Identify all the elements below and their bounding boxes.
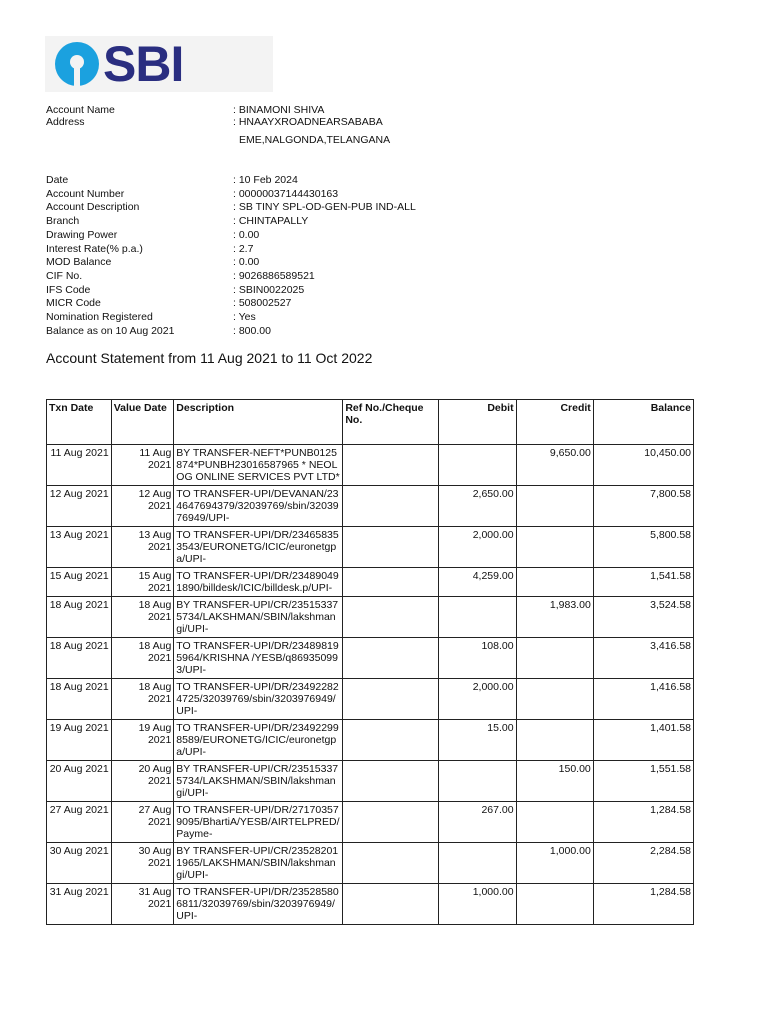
detail-label: Interest Rate(% p.a.) bbox=[46, 243, 143, 255]
description-cell: TO TRANSFER-UPI/DR/271703579095/BhartiA/YESB/AIRTELPRED/Payme- bbox=[174, 802, 343, 843]
credit-cell: 9,650.00 bbox=[516, 445, 593, 486]
value-date-cell: 12 Aug 2021 bbox=[111, 486, 174, 527]
debit-cell: 108.00 bbox=[439, 638, 516, 679]
detail-value: : 0.00 bbox=[233, 229, 260, 241]
credit-cell bbox=[516, 568, 593, 597]
ref-cell bbox=[343, 445, 439, 486]
description-cell: TO TRANSFER-UPI/DR/234922998589/EURONETG/ICIC/euronetgpa/UPI- bbox=[174, 720, 343, 761]
detail-value: : SBIN0022025 bbox=[233, 284, 305, 296]
debit-cell: 4,259.00 bbox=[439, 568, 516, 597]
detail-value: : 10 Feb 2024 bbox=[233, 174, 298, 186]
ref-cell bbox=[343, 597, 439, 638]
table-row bbox=[47, 679, 694, 720]
credit-cell bbox=[516, 527, 593, 568]
description-cell: BY TRANSFER-UPI/CR/235153375734/LAKSHMAN/SBIN/lakshmangi/UPI- bbox=[174, 597, 343, 638]
table-row bbox=[47, 638, 694, 679]
detail-value: : 9026886589521 bbox=[233, 270, 315, 282]
description-cell: BY TRANSFER-UPI/CR/235153375734/LAKSHMAN/SBIN/lakshmangi/UPI- bbox=[174, 761, 343, 802]
txn-date-cell: 19 Aug 2021 bbox=[47, 720, 112, 761]
table-row bbox=[47, 486, 694, 527]
ref-cell bbox=[343, 720, 439, 761]
credit-cell bbox=[516, 638, 593, 679]
detail-label: Balance as on 10 Aug 2021 bbox=[46, 325, 175, 337]
table-row bbox=[47, 445, 694, 486]
detail-value: : SB TINY SPL-OD-GEN-PUB IND-ALL bbox=[233, 201, 416, 213]
balance-cell: 7,800.58 bbox=[593, 486, 693, 527]
header-description: Description bbox=[174, 400, 343, 445]
balance-cell: 3,524.58 bbox=[593, 597, 693, 638]
statement-title: Account Statement from 11 Aug 2021 to 11 Oct 2022 bbox=[46, 350, 373, 366]
value-date-cell: 27 Aug 2021 bbox=[111, 802, 174, 843]
table-row bbox=[47, 720, 694, 761]
balance-cell: 10,450.00 bbox=[593, 445, 693, 486]
header-txn-date: Txn Date bbox=[47, 400, 112, 445]
table-row bbox=[47, 527, 694, 568]
balance-cell: 1,284.58 bbox=[593, 802, 693, 843]
table-row bbox=[47, 884, 694, 925]
detail-value: : 508002527 bbox=[233, 297, 292, 309]
ref-cell bbox=[343, 843, 439, 884]
value-date-cell: 11 Aug 2021 bbox=[111, 445, 174, 486]
balance-cell: 1,551.58 bbox=[593, 761, 693, 802]
header-credit: Credit bbox=[516, 400, 593, 445]
balance-cell: 1,541.58 bbox=[593, 568, 693, 597]
value-date-cell: 18 Aug 2021 bbox=[111, 638, 174, 679]
credit-cell bbox=[516, 679, 593, 720]
description-cell: TO TRANSFER-UPI/DR/234898195964/KRISHNA /YESB/q869350993/UPI- bbox=[174, 638, 343, 679]
debit-cell bbox=[439, 843, 516, 884]
credit-cell bbox=[516, 884, 593, 925]
balance-cell: 3,416.58 bbox=[593, 638, 693, 679]
txn-date-cell: 18 Aug 2021 bbox=[47, 597, 112, 638]
table-row bbox=[47, 597, 694, 638]
ref-cell bbox=[343, 802, 439, 843]
debit-cell: 2,000.00 bbox=[439, 527, 516, 568]
header-debit: Debit bbox=[439, 400, 516, 445]
description-cell: BY TRANSFER-UPI/CR/235282011965/LAKSHMAN/SBIN/lakshmangi/UPI- bbox=[174, 843, 343, 884]
balance-cell: 5,800.58 bbox=[593, 527, 693, 568]
table-row bbox=[47, 802, 694, 843]
description-cell: BY TRANSFER-NEFT*PUNB0125874*PUNBH23016587965 * NEOLOG ONLINE SERVICES PVT LTD* bbox=[174, 445, 343, 486]
detail-value: : 800.00 bbox=[233, 325, 271, 337]
value-date-cell: 13 Aug 2021 bbox=[111, 527, 174, 568]
detail-label: MICR Code bbox=[46, 297, 101, 309]
txn-date-cell: 18 Aug 2021 bbox=[47, 679, 112, 720]
txn-date-cell: 27 Aug 2021 bbox=[47, 802, 112, 843]
ref-cell bbox=[343, 527, 439, 568]
description-cell: TO TRANSFER-UPI/DR/234890491890/billdesk/ICIC/billdesk.p/UPI- bbox=[174, 568, 343, 597]
ref-cell bbox=[343, 761, 439, 802]
debit-cell bbox=[439, 445, 516, 486]
txn-date-cell: 15 Aug 2021 bbox=[47, 568, 112, 597]
value-date-cell: 31 Aug 2021 bbox=[111, 884, 174, 925]
detail-label: Date bbox=[46, 174, 69, 186]
txn-date-cell: 18 Aug 2021 bbox=[47, 638, 112, 679]
address-line1: : HNAAYXROADNEARSABABA bbox=[233, 116, 383, 128]
ref-cell bbox=[343, 638, 439, 679]
table-header-row bbox=[47, 400, 694, 445]
header-ref: Ref No./Cheque No. bbox=[343, 400, 439, 445]
value-date-cell: 20 Aug 2021 bbox=[111, 761, 174, 802]
debit-cell: 1,000.00 bbox=[439, 884, 516, 925]
detail-label: Branch bbox=[46, 215, 80, 227]
sbi-logo bbox=[45, 36, 273, 92]
credit-cell bbox=[516, 486, 593, 527]
description-cell: TO TRANSFER-UPI/DR/234658353543/EURONETG/ICIC/euronetgpa/UPI- bbox=[174, 527, 343, 568]
detail-value: : 0.00 bbox=[233, 256, 260, 268]
debit-cell: 2,650.00 bbox=[439, 486, 516, 527]
ref-cell bbox=[343, 884, 439, 925]
account-name-label: Account Name bbox=[46, 104, 115, 116]
table-row bbox=[47, 568, 694, 597]
description-cell: TO TRANSFER-UPI/DEVANAN/234647694379/32039769/sbin/3203976949/UPI- bbox=[174, 486, 343, 527]
credit-cell bbox=[516, 802, 593, 843]
detail-value: : CHINTAPALLY bbox=[233, 215, 309, 227]
debit-cell: 2,000.00 bbox=[439, 679, 516, 720]
detail-label: Nomination Registered bbox=[46, 311, 153, 323]
debit-cell: 15.00 bbox=[439, 720, 516, 761]
balance-cell: 1,416.58 bbox=[593, 679, 693, 720]
balance-cell: 2,284.58 bbox=[593, 843, 693, 884]
balance-cell: 1,401.58 bbox=[593, 720, 693, 761]
detail-label: IFS Code bbox=[46, 284, 91, 296]
description-cell: TO TRANSFER-UPI/DR/234922824725/32039769/sbin/3203976949/UPI- bbox=[174, 679, 343, 720]
detail-label: MOD Balance bbox=[46, 256, 112, 268]
credit-cell bbox=[516, 720, 593, 761]
sbi-wordmark: SBI bbox=[103, 36, 184, 92]
credit-cell: 150.00 bbox=[516, 761, 593, 802]
balance-cell: 1,284.58 bbox=[593, 884, 693, 925]
transactions-table bbox=[46, 399, 694, 925]
account-name-value: : BINAMONI SHIVA bbox=[233, 104, 325, 116]
txn-date-cell: 20 Aug 2021 bbox=[47, 761, 112, 802]
txn-date-cell: 11 Aug 2021 bbox=[47, 445, 112, 486]
description-cell: TO TRANSFER-UPI/DR/235285806811/32039769/sbin/3203976949/UPI- bbox=[174, 884, 343, 925]
address-label: Address bbox=[46, 116, 85, 128]
value-date-cell: 18 Aug 2021 bbox=[111, 679, 174, 720]
detail-label: Drawing Power bbox=[46, 229, 118, 241]
credit-cell: 1,983.00 bbox=[516, 597, 593, 638]
value-date-cell: 19 Aug 2021 bbox=[111, 720, 174, 761]
detail-label: Account Description bbox=[46, 201, 140, 213]
ref-cell bbox=[343, 679, 439, 720]
detail-label: Account Number bbox=[46, 188, 125, 200]
table-row bbox=[47, 761, 694, 802]
txn-date-cell: 31 Aug 2021 bbox=[47, 884, 112, 925]
sbi-seal-icon bbox=[55, 42, 99, 86]
txn-date-cell: 12 Aug 2021 bbox=[47, 486, 112, 527]
value-date-cell: 30 Aug 2021 bbox=[111, 843, 174, 884]
detail-value: : 00000037144430163 bbox=[233, 188, 339, 200]
header-value-date: Value Date bbox=[111, 400, 174, 445]
address-line2: EME,NALGONDA,TELANGANA bbox=[239, 134, 391, 146]
table-row bbox=[47, 843, 694, 884]
value-date-cell: 15 Aug 2021 bbox=[111, 568, 174, 597]
value-date-cell: 18 Aug 2021 bbox=[111, 597, 174, 638]
detail-value: : 2.7 bbox=[233, 243, 254, 255]
detail-value: : Yes bbox=[233, 311, 256, 323]
ref-cell bbox=[343, 568, 439, 597]
credit-cell: 1,000.00 bbox=[516, 843, 593, 884]
detail-label: CIF No. bbox=[46, 270, 83, 282]
debit-cell bbox=[439, 597, 516, 638]
debit-cell: 267.00 bbox=[439, 802, 516, 843]
header-balance: Balance bbox=[593, 400, 693, 445]
txn-date-cell: 30 Aug 2021 bbox=[47, 843, 112, 884]
debit-cell bbox=[439, 761, 516, 802]
txn-date-cell: 13 Aug 2021 bbox=[47, 527, 112, 568]
ref-cell bbox=[343, 486, 439, 527]
